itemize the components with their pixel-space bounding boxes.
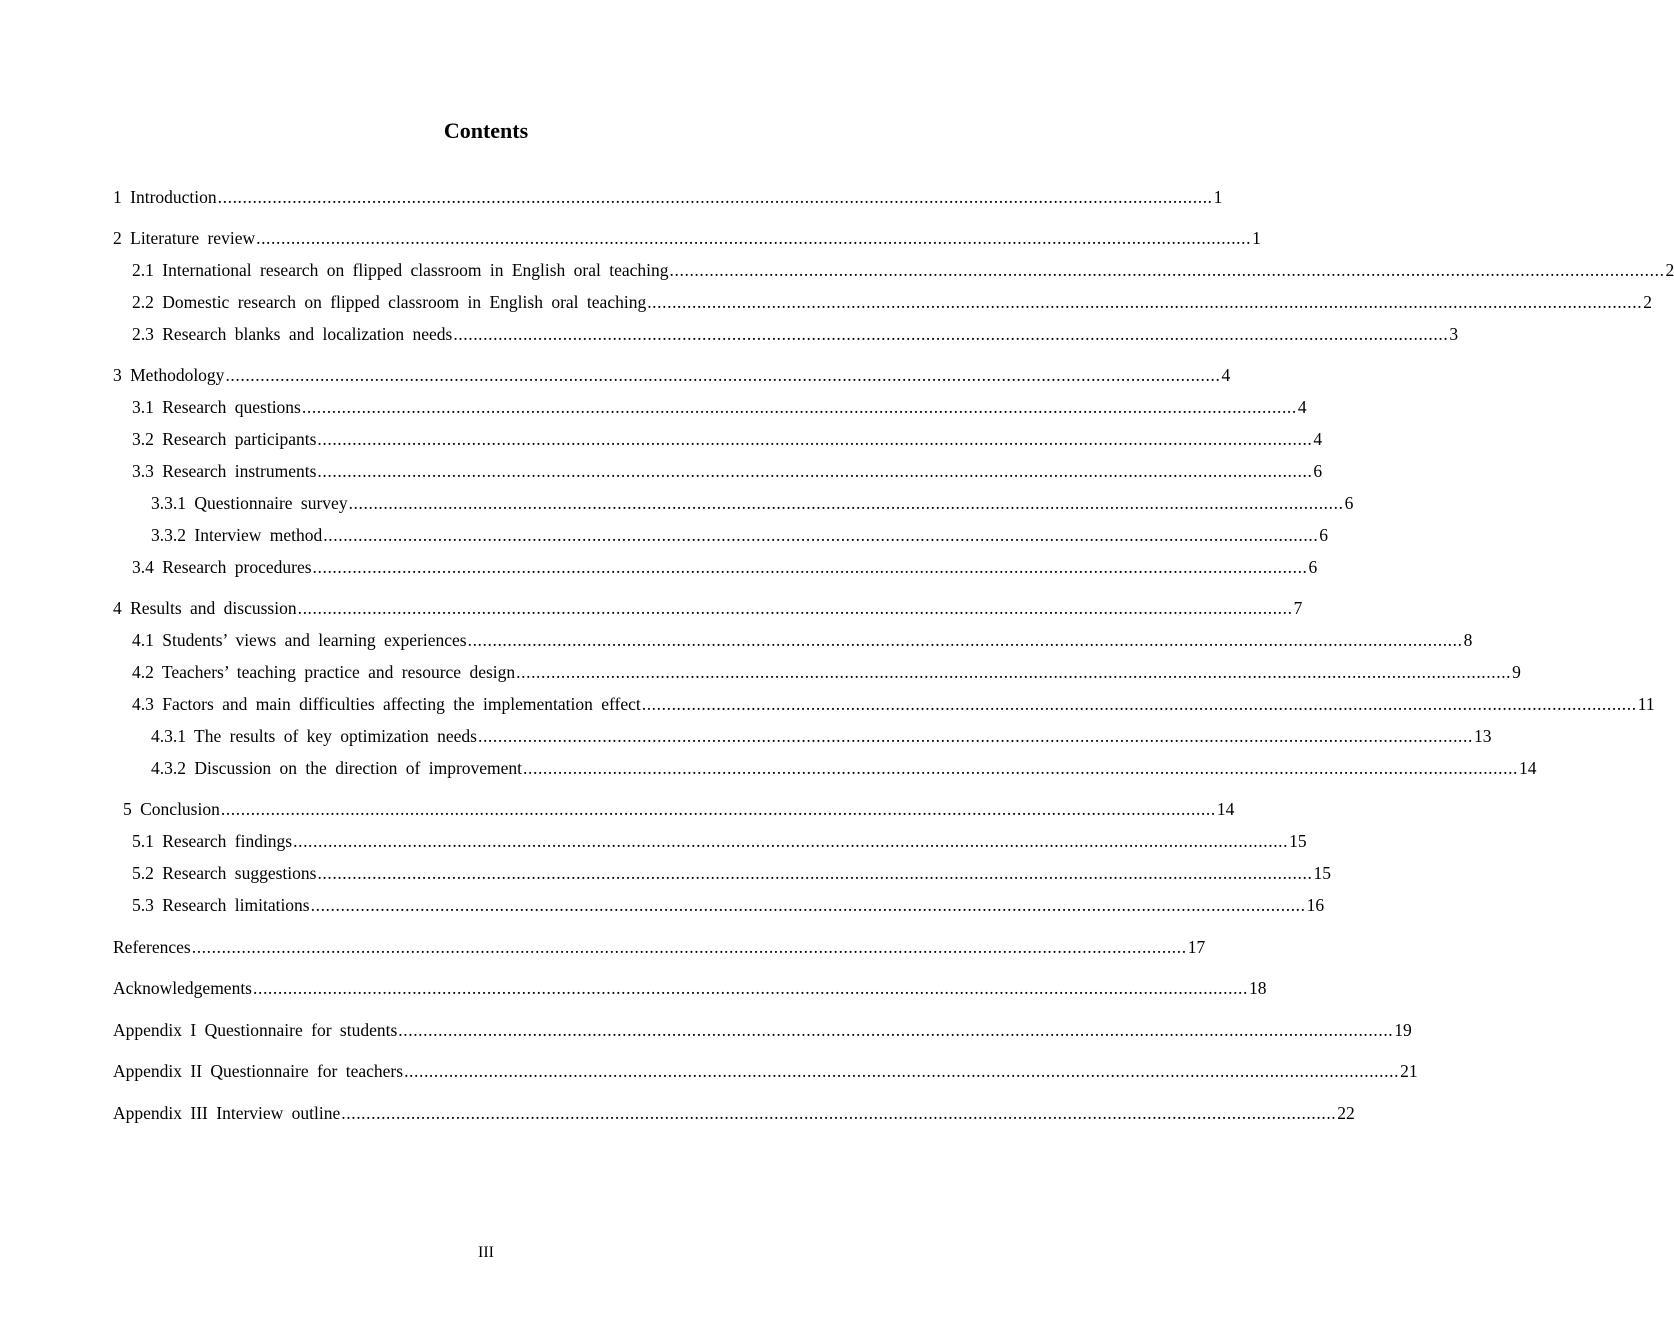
toc-entry[interactable] xyxy=(132,426,1323,452)
toc-entry-page: 2 xyxy=(1665,260,1674,280)
dot-leader: ........................................................................................................................................................................................................ xyxy=(341,1103,1337,1123)
toc-title: Contents xyxy=(443,118,529,143)
toc-entry-page: 15 xyxy=(1289,831,1307,851)
toc-entry[interactable] xyxy=(151,723,1492,749)
dot-leader: ........................................................................................................................................................................................................ xyxy=(225,365,1221,385)
toc-entry-page: 16 xyxy=(1306,895,1325,915)
toc-entry-page: 4 xyxy=(1221,365,1231,385)
dot-leader: ........................................................................................................................................................................................................ xyxy=(317,863,1313,883)
toc-entry[interactable] xyxy=(113,1058,1418,1084)
toc-entry[interactable] xyxy=(113,975,1267,1001)
toc-entry-page: 17 xyxy=(1187,937,1206,957)
toc-entry-label: 3.4 Research procedures xyxy=(132,557,312,577)
toc-entry-label: 2.1 International research on flipped classroom in English oral teaching xyxy=(132,260,669,280)
dot-leader: ........................................................................................................................................................................................................ xyxy=(477,726,1473,746)
toc-entry[interactable] xyxy=(113,595,1303,621)
toc-entry-label: Appendix II Questionnaire for teachers xyxy=(113,1061,404,1081)
toc-entry-label: 3 Methodology xyxy=(113,365,225,385)
toc-entry-page: 13 xyxy=(1473,726,1492,746)
toc-entry-label: 5.3 Research limitations xyxy=(132,895,310,915)
dot-leader: ........................................................................................................................................................................................................ xyxy=(312,557,1308,577)
toc-entry-label: 1 Introduction xyxy=(113,187,217,207)
toc-entry-label: 4.1 Students’ views and learning experiences xyxy=(132,630,467,650)
toc-entry-page: 19 xyxy=(1394,1020,1412,1040)
toc-entry-page: 21 xyxy=(1400,1061,1418,1081)
toc-entry-label: 3.3.1 Questionnaire survey xyxy=(151,493,348,513)
toc-entry[interactable] xyxy=(113,225,1261,251)
dot-leader: ........................................................................................................................................................................................................ xyxy=(217,187,1213,207)
toc-entry-page: 9 xyxy=(1512,662,1521,682)
toc-entry[interactable] xyxy=(123,796,1235,822)
dot-leader: ........................................................................................................................................................................................................ xyxy=(323,525,1319,545)
toc-entry-label: 5.1 Research findings xyxy=(132,831,293,851)
toc-entry[interactable] xyxy=(132,257,1674,283)
dot-leader: ........................................................................................................................................................................................................ xyxy=(297,598,1293,618)
dot-leader: ........................................................................................................................................................................................................ xyxy=(453,324,1449,344)
toc-entry-page: 6 xyxy=(1308,557,1318,577)
toc-entry-page: 1 xyxy=(1252,228,1261,248)
toc-entry[interactable] xyxy=(132,860,1331,886)
dot-leader: ........................................................................................................................................................................................................ xyxy=(523,758,1519,778)
toc-entry-page: 4 xyxy=(1313,429,1323,449)
toc-entry[interactable] xyxy=(151,755,1537,781)
toc-entry[interactable] xyxy=(132,554,1318,580)
toc-entry[interactable] xyxy=(113,1017,1412,1043)
toc-entry[interactable] xyxy=(132,828,1307,854)
toc-entry-label: 4.2 Teachers’ teaching practice and resource design xyxy=(132,662,516,682)
toc-entry-page: 18 xyxy=(1249,978,1267,998)
toc-entry-page: 4 xyxy=(1297,397,1307,417)
toc-entry-page: 6 xyxy=(1319,525,1329,545)
toc-entry-label: References xyxy=(113,937,191,957)
toc-entry-label: 4.3 Factors and main difficulties affecting the implementation effect xyxy=(132,694,641,714)
dot-leader: ........................................................................................................................................................................................................ xyxy=(317,429,1313,449)
dot-leader: ........................................................................................................................................................................................................ xyxy=(516,662,1512,682)
toc-entry[interactable] xyxy=(132,289,1652,315)
toc-entry-label: 5 Conclusion xyxy=(123,799,220,819)
dot-leader: ........................................................................................................................................................................................................ xyxy=(669,260,1665,280)
dot-leader: ........................................................................................................................................................................................................ xyxy=(253,978,1248,998)
toc-entry-page: 2 xyxy=(1643,292,1652,312)
dot-leader: ........................................................................................................................................................................................................ xyxy=(398,1020,1394,1040)
toc-entry[interactable] xyxy=(132,659,1521,685)
toc-entry-page: 11 xyxy=(1637,694,1655,714)
dot-leader: ........................................................................................................................................................................................................ xyxy=(220,799,1216,819)
toc-entry[interactable] xyxy=(113,362,1231,388)
toc-entry-label: 5.2 Research suggestions xyxy=(132,863,317,883)
dot-leader: ........................................................................................................................................................................................................ xyxy=(293,831,1289,851)
dot-leader: ........................................................................................................................................................................................................ xyxy=(641,694,1637,714)
toc-entry-page: 1 xyxy=(1213,187,1223,207)
toc-entry[interactable] xyxy=(132,691,1655,717)
dot-leader: ........................................................................................................................................................................................................ xyxy=(467,630,1463,650)
toc-entry-page: 14 xyxy=(1216,799,1235,819)
toc-entry-label: 3.3 Research instruments xyxy=(132,461,317,481)
dot-leader: ........................................................................................................................................................................................................ xyxy=(404,1061,1400,1081)
toc-entry-page: 3 xyxy=(1449,324,1459,344)
dot-leader: ........................................................................................................................................................................................................ xyxy=(310,895,1306,915)
toc-entry-label: 2 Literature review xyxy=(113,228,256,248)
toc-entry-page: 6 xyxy=(1313,461,1323,481)
dot-leader: ........................................................................................................................................................................................................ xyxy=(301,397,1297,417)
toc-entry[interactable] xyxy=(132,892,1325,918)
toc-entry-label: 2.3 Research blanks and localization needs xyxy=(132,324,453,344)
toc-entry[interactable] xyxy=(113,1100,1355,1126)
dot-leader: ........................................................................................................................................................................................................ xyxy=(317,461,1313,481)
dot-leader: ........................................................................................................................................................................................................ xyxy=(348,493,1344,513)
toc-entry-page: 7 xyxy=(1293,598,1303,618)
dot-leader: ........................................................................................................................................................................................................ xyxy=(191,937,1187,957)
toc-entry-label: 3.1 Research questions xyxy=(132,397,301,417)
toc-entry-label: Acknowledgements xyxy=(113,978,252,998)
toc-entry-page: 14 xyxy=(1519,758,1537,778)
toc-entry-label: 4.3.2 Discussion on the direction of improvement xyxy=(151,758,523,778)
toc-entry[interactable] xyxy=(132,321,1459,347)
toc-entry-label: Appendix III Interview outline xyxy=(113,1103,341,1123)
toc-entry-label: 3.2 Research participants xyxy=(132,429,317,449)
dot-leader: ........................................................................................................................................................................................................ xyxy=(647,292,1643,312)
toc-entry-label: Appendix I Questionnaire for students xyxy=(113,1020,398,1040)
toc-entry[interactable] xyxy=(151,490,1354,516)
toc-entry[interactable] xyxy=(113,934,1206,960)
dot-leader: ........................................................................................................................................................................................................ xyxy=(256,228,1252,248)
toc-entry-page: 6 xyxy=(1344,493,1354,513)
toc-entry-label: 4.3.1 The results of key optimization needs xyxy=(151,726,477,746)
toc-entry[interactable] xyxy=(132,458,1323,484)
toc-entry[interactable] xyxy=(151,522,1329,548)
toc-entry-page: 22 xyxy=(1337,1103,1355,1123)
toc-entry-label: 4 Results and discussion xyxy=(113,598,297,618)
toc-entry-page: 15 xyxy=(1313,863,1331,883)
toc-entry-label: 3.3.2 Interview method xyxy=(151,525,323,545)
page-number: III xyxy=(478,1244,494,1261)
toc-entry[interactable] xyxy=(132,627,1473,653)
toc-entry[interactable] xyxy=(113,184,1223,210)
toc-entry-page: 8 xyxy=(1463,630,1473,650)
toc-entry-label: 2.2 Domestic research on flipped classroom in English oral teaching xyxy=(132,292,647,312)
toc-entry[interactable] xyxy=(132,394,1307,420)
